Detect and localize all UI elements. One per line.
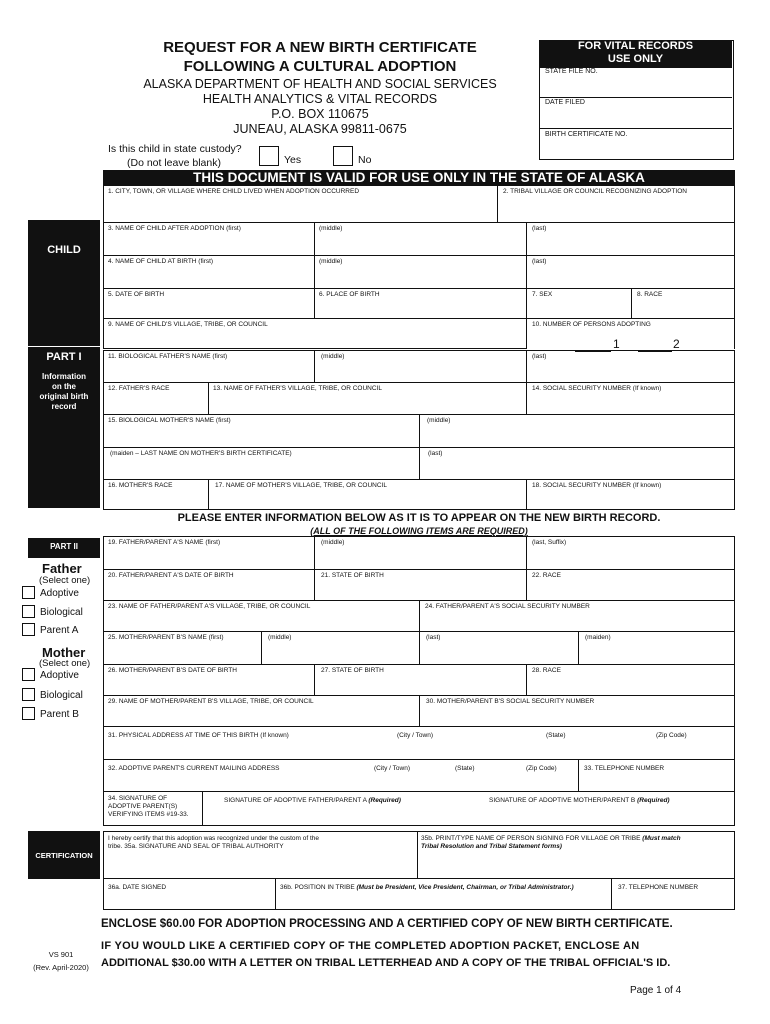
field-label: (middle) xyxy=(319,258,343,265)
child-section-label: CHILD xyxy=(47,244,81,256)
field-label: 34. SIGNATURE OF xyxy=(108,795,168,802)
part2-label: PART II xyxy=(50,542,78,551)
field-label: 32. ADOPTIVE PARENT'S CURRENT MAILING ADDRESS xyxy=(108,765,280,772)
part1-desc-line: on the xyxy=(52,382,76,391)
position-note: (Must be President, Vice President, Chairman, or Tribal Administrator.) xyxy=(356,884,574,891)
field-11-father-last[interactable] xyxy=(526,350,735,383)
field-35b-label xyxy=(421,835,681,843)
must-match-note: (Must match xyxy=(642,835,681,842)
field-10-persons-adopting xyxy=(526,318,735,349)
part1-description xyxy=(28,372,100,412)
field-label: 21. STATE OF BIRTH xyxy=(321,572,384,579)
field-label: 9. NAME OF CHILD'S VILLAGE, TRIBE, OR COUNCIL xyxy=(108,321,268,328)
field-label: 23. NAME OF FATHER/PARENT A'S VILLAGE, TRIBE, OR COUNCIL xyxy=(108,603,311,610)
field-label: (middle) xyxy=(321,539,345,546)
field-11-father-middle[interactable] xyxy=(314,350,527,383)
custody-question: Is this child in state custody? xyxy=(108,143,242,155)
page-number: Page 1 of 4 xyxy=(630,985,682,996)
custody-yes-label: Yes xyxy=(284,154,302,166)
field-7-sex[interactable] xyxy=(526,288,632,319)
father-biological-checkbox[interactable] xyxy=(22,605,35,618)
field-label: 5. DATE OF BIRTH xyxy=(108,291,165,298)
field-label: (middle) xyxy=(319,225,343,232)
field-label: 36b. POSITION IN TRIBE xyxy=(280,884,355,891)
field-19-middle[interactable] xyxy=(314,536,527,570)
field-20-parent-a-dob[interactable] xyxy=(103,569,315,601)
additional-fee-line2: ADDITIONAL $30.00 WITH A LETTER ON TRIBAL LETTERHEAD AND A COPY OF THE TRIBAL OFFICIAL'S ID. xyxy=(101,957,671,969)
field-27-state-of-birth[interactable] xyxy=(314,664,527,696)
field-9-childs-village[interactable] xyxy=(103,318,527,349)
field-label: VERIFYING ITEMS #19-33. xyxy=(108,811,189,818)
divider xyxy=(28,346,100,347)
field-label: 11. BIOLOGICAL FATHER'S NAME (first) xyxy=(108,353,228,360)
mother-adoptive-label: Adoptive xyxy=(40,670,79,681)
field-13-father-village[interactable] xyxy=(208,382,527,415)
field-label: 19. FATHER/PARENT A'S NAME (first) xyxy=(108,539,221,546)
field-label: 6. PLACE OF BIRTH xyxy=(319,291,380,298)
signature-parent-a-label xyxy=(224,797,401,805)
required-note: (Required) xyxy=(637,797,670,804)
field-36b-label xyxy=(280,884,574,892)
custody-note: (Do not leave blank) xyxy=(127,157,221,169)
child-sidebar xyxy=(28,220,100,508)
field-2-tribal-village[interactable] xyxy=(497,185,735,223)
mother-label: Mother xyxy=(42,645,86,660)
mother-biological-label: Biological xyxy=(40,690,83,701)
additional-fee-line1: IF YOU WOULD LIKE A CERTIFIED COPY OF THE COMPLETED ADOPTION PACKET, ENCLOSE AN xyxy=(101,940,640,952)
divider xyxy=(539,97,732,98)
field-25-maiden[interactable] xyxy=(578,631,735,665)
field-label: 37. TELEPHONE NUMBER xyxy=(618,884,699,891)
field-4-first[interactable] xyxy=(103,255,315,289)
signature-parent-b-label xyxy=(489,797,670,805)
field-label: 14. SOCIAL SECURITY NUMBER (If known) xyxy=(532,385,662,392)
vital-records-header xyxy=(539,40,732,68)
field-label: 8. RACE xyxy=(637,291,663,298)
field-label: 16. MOTHER'S RACE xyxy=(108,482,173,489)
field-36a-date-signed[interactable] xyxy=(103,878,276,910)
field-label: (State) xyxy=(455,765,475,772)
field-label: 15. BIOLOGICAL MOTHER'S NAME (first) xyxy=(108,417,231,424)
field-label: 29. NAME OF MOTHER/PARENT B'S VILLAGE, TRIBE, OR COUNCIL xyxy=(108,698,314,705)
po-box: P.O. BOX 110675 xyxy=(271,107,369,121)
form-title-line1: REQUEST FOR A NEW BIRTH CERTIFICATE xyxy=(163,39,477,56)
field-36b-position[interactable] xyxy=(275,878,612,910)
date-filed-label: DATE FILED xyxy=(545,99,585,106)
field-label: I hereby certify that this adoption was recognized under the custom of the xyxy=(108,835,320,842)
state-file-no-label: STATE FILE NO. xyxy=(545,68,598,75)
department-name: ALASKA DEPARTMENT OF HEALTH AND SOCIAL SERVICES xyxy=(143,77,497,91)
field-label: tribe. 35a. SIGNATURE AND SEAL OF TRIBAL AUTHORITY xyxy=(108,843,284,850)
division-name: HEALTH ANALYTICS & VITAL RECORDS xyxy=(202,92,438,106)
birth-cert-no-label: BIRTH CERTIFICATE NO. xyxy=(545,131,628,138)
field-label: ADOPTIVE PARENT(S) xyxy=(108,803,178,810)
field-label: 4. NAME OF CHILD AT BIRTH (first) xyxy=(108,258,214,265)
form-number: VS 901 xyxy=(48,950,74,959)
field-5-dob[interactable] xyxy=(103,288,315,319)
field-23-parent-a-village[interactable] xyxy=(103,600,420,632)
custody-no-label: No xyxy=(358,154,372,166)
field-label: 28. RACE xyxy=(532,667,561,674)
field-label: (last) xyxy=(426,634,441,641)
vital-records-head-line2: USE ONLY xyxy=(607,53,664,65)
field-label: 25. MOTHER/PARENT B'S NAME (first) xyxy=(108,634,224,641)
field-label: 13. NAME OF FATHER'S VILLAGE, TRIBE, OR COUNCIL xyxy=(213,385,382,392)
required-note: (Required) xyxy=(368,797,401,804)
father-adoptive-checkbox[interactable] xyxy=(22,586,35,599)
field-35a-tribal-signature[interactable] xyxy=(103,831,418,879)
field-22-race[interactable] xyxy=(526,569,735,601)
parent-a-checkbox[interactable] xyxy=(22,623,35,636)
part1-desc-line: original birth xyxy=(39,392,89,401)
enclose-fee-note: ENCLOSE $60.00 FOR ADOPTION PROCESSING AND A CERTIFIED COPY OF NEW BIRTH CERTIFICATE. xyxy=(101,918,673,930)
field-label: (last) xyxy=(532,225,547,232)
field-3-last[interactable] xyxy=(526,222,735,256)
form-title-line2: FOLLOWING A CULTURAL ADOPTION xyxy=(183,58,457,75)
field-label: (middle) xyxy=(268,634,292,641)
field-28-race[interactable] xyxy=(526,664,735,696)
field-label: 2. TRIBAL VILLAGE OR COUNCIL RECOGNIZING ADOPTION xyxy=(503,188,687,195)
field-label: (middle) xyxy=(427,417,451,424)
field-label: 18. SOCIAL SECURITY NUMBER (If known) xyxy=(532,482,662,489)
city-address: JUNEAU, ALASKA 99811-0675 xyxy=(233,122,407,136)
field-1-city[interactable] xyxy=(103,185,498,223)
field-19-last[interactable] xyxy=(526,536,735,570)
parent-a-label: Parent A xyxy=(40,625,79,636)
field-label: 36a. DATE SIGNED xyxy=(108,884,167,891)
form-revision: (Rev. April-2020) xyxy=(33,963,89,972)
field-11-father-first[interactable] xyxy=(103,350,315,383)
field-label: (maiden) xyxy=(585,634,611,641)
parent-b-checkbox[interactable] xyxy=(22,707,35,720)
field-label: 7. SEX xyxy=(532,291,553,298)
father-adoptive-label: Adoptive xyxy=(40,588,79,599)
certification-label: CERTIFICATION xyxy=(35,851,93,860)
field-34-signatures[interactable] xyxy=(202,791,735,826)
field-3-first[interactable] xyxy=(103,222,315,256)
field-label: 17. NAME OF MOTHER'S VILLAGE, TRIBE, OR COUNCIL xyxy=(215,482,387,489)
field-label: 33. TELEPHONE NUMBER xyxy=(584,765,665,772)
validity-banner: THIS DOCUMENT IS VALID FOR USE ONLY IN THE STATE OF ALASKA xyxy=(103,170,735,186)
vital-records-head-line1: FOR VITAL RECORDS xyxy=(577,40,694,52)
field-label: (Zip Code) xyxy=(656,732,687,739)
field-15-mother-middle[interactable] xyxy=(419,414,735,448)
field-label: (last) xyxy=(428,450,443,457)
field-4-last[interactable] xyxy=(526,255,735,289)
field-label: 31. PHYSICAL ADDRESS AT TIME OF THIS BIRTH (If known) xyxy=(108,732,289,739)
field-35b-printed-name[interactable] xyxy=(417,831,735,879)
field-26-parent-b-dob[interactable] xyxy=(103,664,315,696)
field-25-first[interactable] xyxy=(103,631,262,665)
part1-desc-line: record xyxy=(51,402,77,411)
part1-label: PART I xyxy=(46,351,82,363)
mother-select-one: (Select one) xyxy=(39,658,91,669)
field-8-race[interactable] xyxy=(631,288,735,319)
field-label: (State) xyxy=(546,732,566,739)
field-25-middle[interactable] xyxy=(261,631,420,665)
field-label: 24. FATHER/PARENT A'S SOCIAL SECURITY NUMBER xyxy=(425,603,590,610)
father-select-one: (Select one) xyxy=(39,575,91,586)
field-label: (City / Town) xyxy=(374,765,410,772)
custody-no-checkbox[interactable] xyxy=(333,146,353,166)
field-label: 26. MOTHER/PARENT B'S DATE OF BIRTH xyxy=(108,667,237,674)
part1-desc-line: Information xyxy=(42,372,86,381)
field-label: (maiden – LAST NAME ON MOTHER'S BIRTH CERTIFICATE) xyxy=(110,450,292,457)
field-24-parent-a-ssn[interactable] xyxy=(419,600,735,632)
field-label: 30. MOTHER/PARENT B'S SOCIAL SECURITY NUMBER xyxy=(426,698,595,705)
field-4-middle[interactable] xyxy=(314,255,527,289)
field-label: 1. CITY, TOWN, OR VILLAGE WHERE CHILD LIVED WHEN ADOPTION OCCURRED xyxy=(108,188,360,195)
field-18-mother-ssn[interactable] xyxy=(526,479,735,510)
field-29-parent-b-village[interactable] xyxy=(103,695,420,727)
field-label: 27. STATE OF BIRTH xyxy=(321,667,384,674)
field-label: (last) xyxy=(532,353,547,360)
option-2-label: 2 xyxy=(673,337,680,351)
option-1-label: 1 xyxy=(613,337,620,351)
field-33-telephone[interactable] xyxy=(578,759,735,792)
must-match-note: Tribal Resolution and Tribal Statement forms) xyxy=(421,843,562,850)
field-label: (City / Town) xyxy=(397,732,433,739)
enter-info-instruction: PLEASE ENTER INFORMATION BELOW AS IT IS TO APPEAR ON THE NEW BIRTH RECORD. xyxy=(177,512,661,524)
field-label: 10. NUMBER OF PERSONS ADOPTING xyxy=(532,321,651,328)
field-12-father-race[interactable] xyxy=(103,382,209,415)
father-biological-label: Biological xyxy=(40,607,83,618)
field-15-mother-last[interactable] xyxy=(419,447,735,480)
field-15-mother-first[interactable] xyxy=(103,414,420,448)
field-31-physical-address[interactable] xyxy=(103,726,735,760)
field-14-father-ssn[interactable] xyxy=(526,382,735,415)
field-17-mother-village[interactable] xyxy=(208,479,527,510)
field-32-mailing-address[interactable] xyxy=(103,759,579,792)
field-label: 22. RACE xyxy=(532,572,561,579)
custody-yes-checkbox[interactable] xyxy=(259,146,279,166)
field-19-first[interactable] xyxy=(103,536,315,570)
mother-biological-checkbox[interactable] xyxy=(22,688,35,701)
field-label: (last, Suffix) xyxy=(532,539,567,546)
field-25-last[interactable] xyxy=(419,631,579,665)
field-37-telephone[interactable] xyxy=(611,878,735,910)
field-label: 3. NAME OF CHILD AFTER ADOPTION (first) xyxy=(108,225,241,232)
field-label: SIGNATURE OF ADOPTIVE MOTHER/PARENT B xyxy=(489,797,636,804)
field-6-place-of-birth[interactable] xyxy=(314,288,527,319)
field-label: (Zip Code) xyxy=(526,765,557,772)
field-3-middle[interactable] xyxy=(314,222,527,256)
field-label: 35b. PRINT/TYPE NAME OF PERSON SIGNING FOR VILLAGE OR TRIBE xyxy=(421,835,641,842)
field-30-parent-b-ssn[interactable] xyxy=(419,695,735,727)
field-16-mother-race[interactable] xyxy=(103,479,209,510)
field-34-label-cell xyxy=(103,791,203,826)
field-label: 12. FATHER'S RACE xyxy=(108,385,170,392)
father-label: Father xyxy=(42,561,82,576)
field-15-mother-maiden[interactable] xyxy=(103,447,420,480)
field-label: (last) xyxy=(532,258,547,265)
field-21-state-of-birth[interactable] xyxy=(314,569,527,601)
mother-adoptive-checkbox[interactable] xyxy=(22,668,35,681)
field-label: 20. FATHER/PARENT A'S DATE OF BIRTH xyxy=(108,572,234,579)
divider xyxy=(539,128,732,129)
field-label: (middle) xyxy=(321,353,345,360)
parent-b-label: Parent B xyxy=(40,709,79,720)
all-required-note: (ALL OF THE FOLLOWING ITEMS ARE REQUIRED) xyxy=(310,526,528,536)
field-label: SIGNATURE OF ADOPTIVE FATHER/PARENT A xyxy=(224,797,367,804)
